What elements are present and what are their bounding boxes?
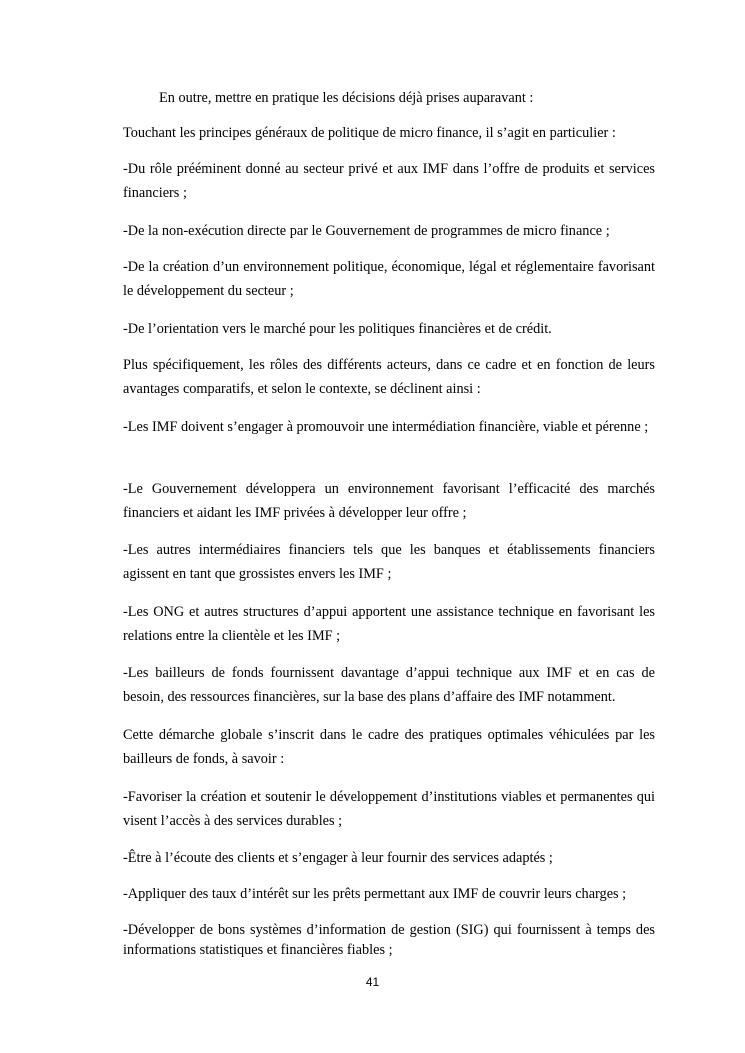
- paragraph-practices-intro: Cette démarche globale s’inscrit dans le cadre des pratiques optimales véhiculées par les bailleurs de fonds, à savoir :: [123, 727, 655, 767]
- paragraph-bullet-sig: -Développer de bons systèmes d’information de gestion (SIG) qui fournissent à temps des informations statistiques et financières fiables ;: [123, 922, 655, 958]
- paragraph-intro: En outre, mettre en pratique les décisions déjà prises auparavant :: [159, 90, 534, 106]
- page-number: 41: [365, 975, 380, 989]
- paragraph-roles-intro: Plus spécifiquement, les rôles des différents acteurs, dans ce cadre et en fonction de leurs avantages comparatifs, et selon le contexte, se déclinent ainsi :: [123, 357, 655, 397]
- paragraph-bullet-non-execution: -De la non-exécution directe par le Gouvernement de programmes de micro finance ;: [123, 223, 610, 239]
- paragraph-principles-intro: Touchant les principes généraux de politique de micro finance, il s’agit en particulier :: [123, 125, 616, 141]
- paragraph-bullet-ong: -Les ONG et autres structures d’appui apportent une assistance technique en favorisant les relations entre la clientèle et les IMF ;: [123, 604, 655, 644]
- paragraph-bullet-private-sector: -Du rôle prééminent donné au secteur privé et aux IMF dans l’offre de produits et services financiers ;: [123, 161, 655, 201]
- paragraph-bullet-environment: -De la création d’un environnement politique, économique, légal et réglementaire favorisant le développement du secteur ;: [123, 259, 655, 299]
- paragraph-bullet-government: -Le Gouvernement développera un environnement favorisant l’efficacité des marchés financiers et aidant les IMF privées à développer leur offre ;: [123, 481, 655, 521]
- paragraph-bullet-market-orientation: -De l’orientation vers le marché pour les politiques financières et de crédit.: [123, 321, 552, 337]
- paragraph-bullet-donors: -Les bailleurs de fonds fournissent davantage d’appui technique aux IMF et en cas de besoin, des ressources financières, sur la base des plans d’affaire des IMF notamment.: [123, 665, 655, 705]
- paragraph-bullet-imf: -Les IMF doivent s’engager à promouvoir une intermédiation financière, viable et pérenne ;: [123, 419, 649, 435]
- paragraph-bullet-clients: -Être à l’écoute des clients et s’engager à leur fournir des services adaptés ;: [123, 850, 553, 866]
- paragraph-bullet-institutions: -Favoriser la création et soutenir le développement d’institutions viables et permanentes qui visent l’accès à des services durables ;: [123, 789, 655, 829]
- paragraph-bullet-interest-rates: -Appliquer des taux d’intérêt sur les prêts permettant aux IMF de couvrir leurs charges ;: [123, 886, 627, 902]
- paragraph-bullet-intermediaries: -Les autres intermédiaires financiers tels que les banques et établissements financiers agissent en tant que grossistes envers les IMF ;: [123, 542, 655, 582]
